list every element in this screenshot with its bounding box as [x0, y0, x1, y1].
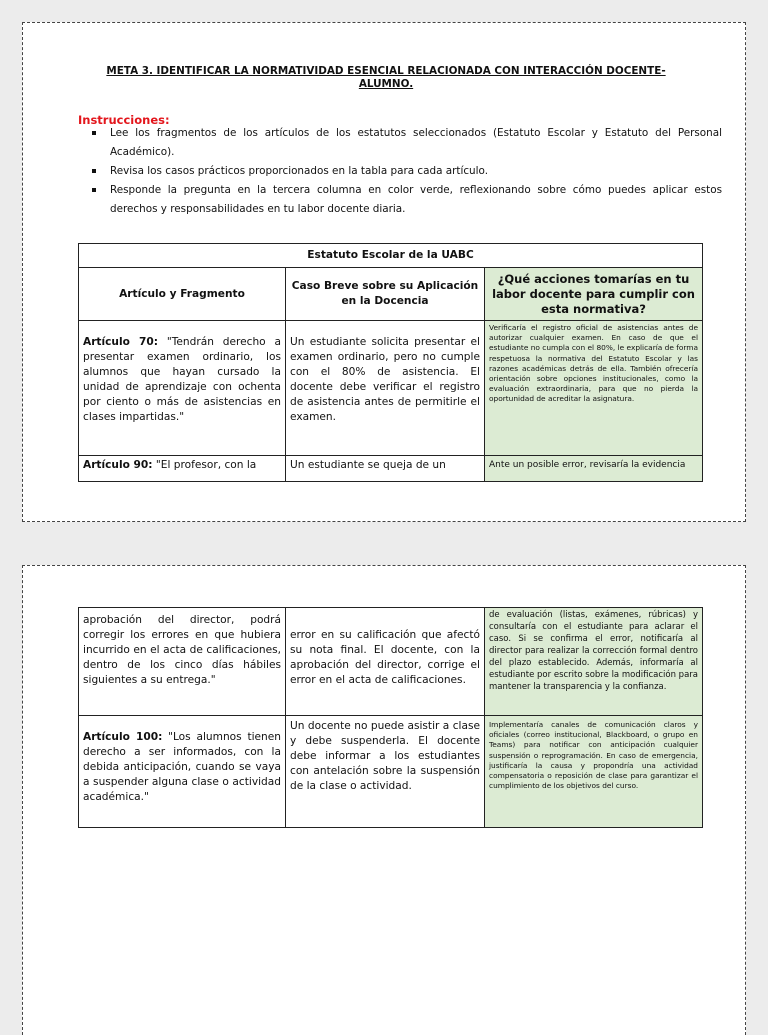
- article-cell: [79, 321, 286, 456]
- article-fragment: "El profesor, con la: [152, 459, 257, 471]
- case-cell: Un estudiante solicita presentar el examen ordinario, pero no cumple con el 80% de asistencia. El docente debe verificar el registro de asistencia antes de permitirle el examen.: [286, 321, 485, 456]
- instructions-label: Instrucciones:: [78, 113, 170, 127]
- case-cell: Un estudiante se queja de un: [286, 456, 485, 482]
- statute-table-continued: [78, 607, 703, 828]
- table-row: [79, 456, 703, 482]
- action-cell: de evaluación (listas, exámenes, rúbricas) y consultaría con el estudiante para aclarar el caso. Si se confirma el error, notificaría al director para realizar la corrección formal dentro del plazo establecido. Además, informaría al estudiante por escrito sobre la modificación para mantener la transparencia y la confianza.: [485, 608, 703, 716]
- article-cell: [79, 608, 286, 716]
- page-title: META 3. IDENTIFICAR LA NORMATIVIDAD ESENCIAL RELACIONADA CON INTERACCIÓN DOCENTE-ALUMNO.: [106, 65, 666, 90]
- case-cell: Un docente no puede asistir a clase y debe suspenderla. El docente debe informar a los estudiantes con antelación sobre la suspensión de la clase o actividad.: [286, 716, 485, 828]
- column-header-case: Caso Breve sobre su Aplicación en la Docencia: [286, 268, 485, 321]
- article-fragment: "Los alumnos tienen derecho a ser informados, con la debida anticipación, cuando se vaya a suspender alguna clase o actividad académica.": [83, 731, 282, 803]
- statute-table: [78, 243, 703, 482]
- article-fragment: aprobación del director, podrá corregir los errores en que hubiera incurrido en el acta de calificaciones, dentro de los cinco días hábiles siguientes a su entrega.": [83, 614, 281, 686]
- article-cell: [79, 456, 286, 482]
- article-number: Artículo 90:: [83, 459, 153, 471]
- instruction-item: Revisa los casos prácticos proporcionados en la tabla para cada artículo.: [110, 162, 722, 181]
- table-row: [79, 321, 703, 456]
- instruction-item: Responde la pregunta en la tercera columna en color verde, reflexionando sobre cómo puedes aplicar estos derechos y responsabilidades en tu labor docente diaria.: [110, 181, 722, 219]
- article-cell: [79, 716, 286, 828]
- table-row: [79, 716, 703, 828]
- article-fragment: "Tendrán derecho a presentar examen ordinario, los alumnos que hayan cursado la unidad de aprendizaje con ochenta por ciento o más de asistencias en clases impartidas.": [83, 336, 281, 423]
- column-header-article: Artículo y Fragmento: [79, 268, 286, 321]
- document-page-2: [22, 565, 746, 1035]
- table-caption-row: [79, 244, 703, 268]
- instructions-list: [78, 124, 722, 219]
- document-page-1: [22, 22, 746, 522]
- action-cell: Implementaría canales de comunicación claros y oficiales (correo institucional, Blackboard, o grupo en Teams) para notificar con anticipación cualquier suspensión o reprogramación. En caso de emergencia, justificaría la causa y propondría una actividad compensatoria o reposición de clase para garantizar el cumplimiento de los objetivos del curso.: [485, 716, 703, 828]
- article-number: Artículo 70:: [83, 336, 158, 348]
- column-header-actions: ¿Qué acciones tomarías en tu labor docente para cumplir con esta normativa?: [485, 268, 703, 321]
- table-caption: Estatuto Escolar de la UABC: [79, 244, 703, 268]
- table-row: [79, 608, 703, 716]
- action-cell: Ante un posible error, revisaría la evidencia: [485, 456, 703, 482]
- case-cell: error en su calificación que afectó su nota final. El docente, con la aprobación del director, corrige el error en el acta de calificaciones.: [286, 608, 485, 716]
- action-cell: Verificaría el registro oficial de asistencias antes de autorizar cualquier examen. En caso de que el estudiante no cumpla con el 80%, le explicaría de forma respetuosa la normativa del Estatuto Escolar y las razones académicas detrás de ella. También ofrecería orientación sobre opciones institucionales, como la evaluación extraordinaria, para que no pierda la oportunidad de acreditar la asignatura.: [485, 321, 703, 456]
- article-number: Artículo 100:: [83, 731, 163, 743]
- instruction-item: Lee los fragmentos de los artículos de los estatutos seleccionados (Estatuto Escolar y Estatuto del Personal Académico).: [110, 124, 722, 162]
- table-header-row: [79, 268, 703, 321]
